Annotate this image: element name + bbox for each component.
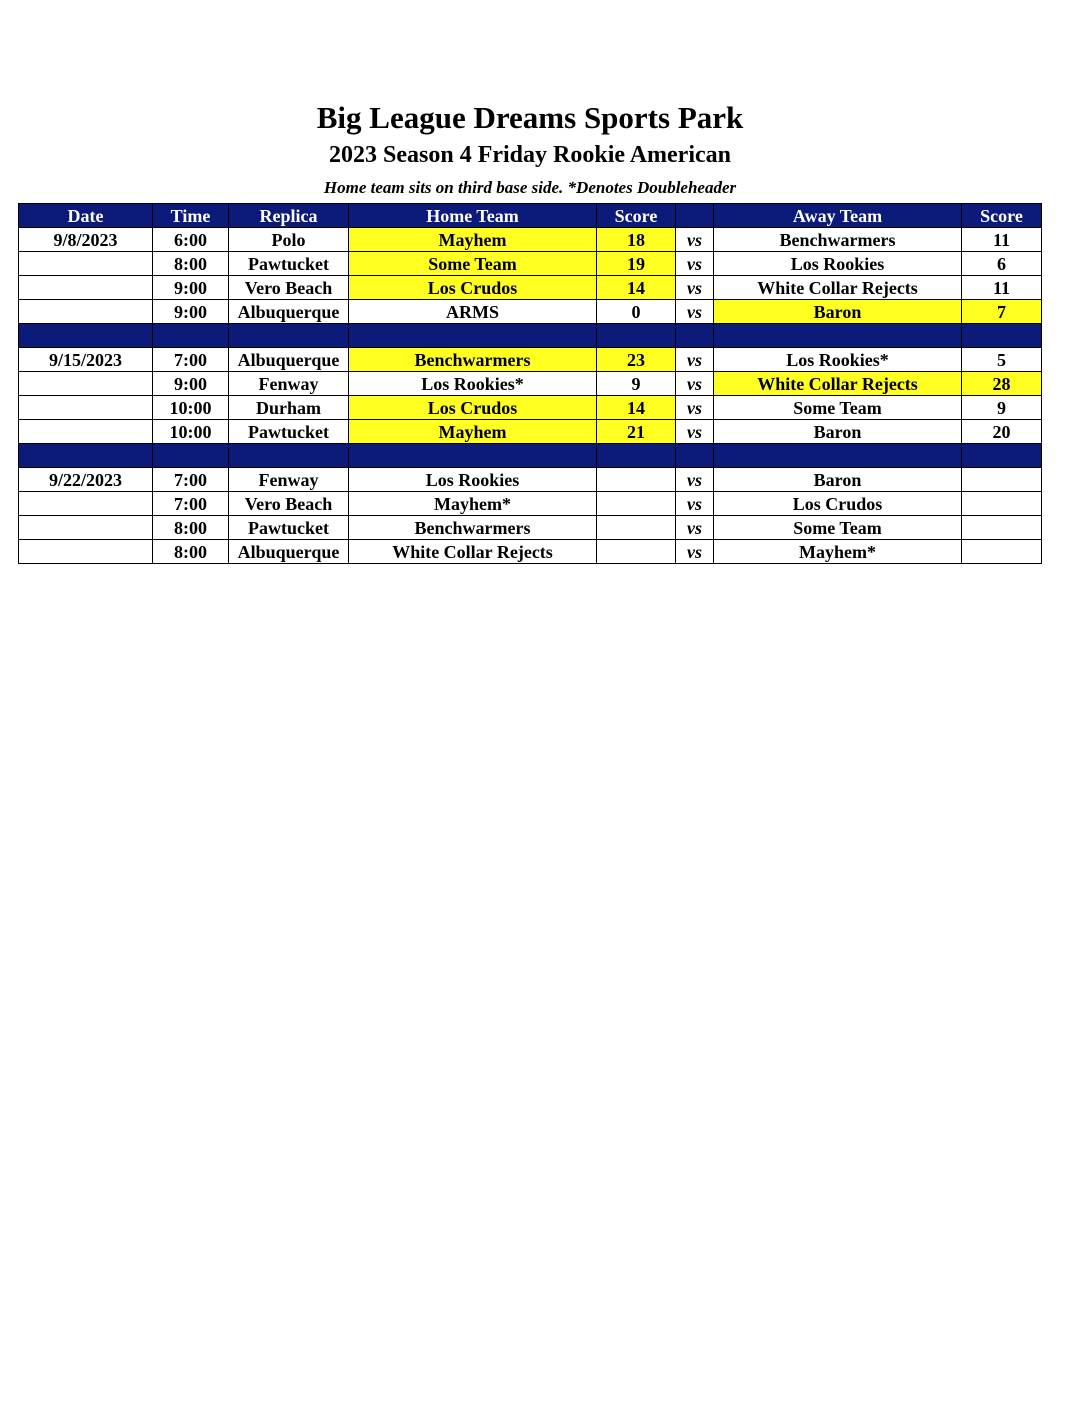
table-row [19,252,1042,276]
away-team-cell: Baron [714,300,962,324]
replica-cell: Vero Beach [229,276,349,300]
home-team-cell: Mayhem* [349,492,597,516]
home-score-cell: 19 [597,252,676,276]
vs-cell: vs [676,540,714,564]
replica-cell: Albuquerque [229,540,349,564]
vs-cell: vs [676,252,714,276]
date-cell: 9/22/2023 [19,468,153,492]
time-cell: 8:00 [153,516,229,540]
time-cell: 8:00 [153,540,229,564]
home-team-cell: Los Rookies* [349,372,597,396]
away-team-cell: White Collar Rejects [714,276,962,300]
away-team-cell: Mayhem* [714,540,962,564]
table-row [19,300,1042,324]
date-cell [19,300,153,324]
separator-cell [229,444,349,468]
away-team-cell: Benchwarmers [714,228,962,252]
home-team-cell: Some Team [349,252,597,276]
away-team-cell: Some Team [714,396,962,420]
separator-cell [962,324,1042,348]
separator-cell [19,444,153,468]
away-score-cell: 9 [962,396,1042,420]
separator-cell [229,324,349,348]
column-header-away-score: Score [962,204,1042,228]
time-cell: 7:00 [153,348,229,372]
column-header-home-score: Score [597,204,676,228]
separator-cell [676,444,714,468]
home-team-cell: ARMS [349,300,597,324]
table-row [19,540,1042,564]
replica-cell: Albuquerque [229,300,349,324]
away-score-cell [962,516,1042,540]
column-header-home-team: Home Team [349,204,597,228]
column-header-replica: Replica [229,204,349,228]
away-score-cell: 28 [962,372,1042,396]
date-cell [19,516,153,540]
table-row [19,516,1042,540]
vs-cell: vs [676,228,714,252]
home-score-cell [597,540,676,564]
time-cell: 7:00 [153,492,229,516]
table-header-row [19,204,1042,228]
home-team-cell: Los Crudos [349,276,597,300]
date-cell [19,252,153,276]
replica-cell: Polo [229,228,349,252]
home-score-cell: 23 [597,348,676,372]
replica-cell: Pawtucket [229,420,349,444]
schedule-body [19,228,1042,564]
table-row [19,396,1042,420]
home-team-cell: White Collar Rejects [349,540,597,564]
away-score-cell [962,492,1042,516]
date-cell: 9/15/2023 [19,348,153,372]
separator-cell [153,324,229,348]
column-header-time: Time [153,204,229,228]
home-team-cell: Benchwarmers [349,348,597,372]
page-subtitle: 2023 Season 4 Friday Rookie American [329,142,731,168]
home-score-cell: 21 [597,420,676,444]
vs-cell: vs [676,396,714,420]
home-team-cell: Benchwarmers [349,516,597,540]
separator-row [19,324,1042,348]
home-score-cell: 0 [597,300,676,324]
away-score-cell: 6 [962,252,1042,276]
vs-cell: vs [676,348,714,372]
table-row [19,468,1042,492]
separator-cell [597,444,676,468]
home-score-cell [597,516,676,540]
away-team-cell: Some Team [714,516,962,540]
table-row [19,492,1042,516]
separator-cell [153,444,229,468]
vs-cell: vs [676,372,714,396]
away-score-cell: 11 [962,276,1042,300]
separator-cell [19,324,153,348]
column-header-vs [676,204,714,228]
home-score-cell: 9 [597,372,676,396]
separator-cell [597,324,676,348]
time-cell: 6:00 [153,228,229,252]
away-team-cell: Baron [714,468,962,492]
date-cell [19,492,153,516]
replica-cell: Fenway [229,372,349,396]
away-team-cell: Baron [714,420,962,444]
vs-cell: vs [676,420,714,444]
separator-cell [714,444,962,468]
away-team-cell: Los Rookies* [714,348,962,372]
time-cell: 9:00 [153,372,229,396]
date-cell [19,540,153,564]
date-cell [19,276,153,300]
table-row [19,228,1042,252]
separator-cell [676,324,714,348]
home-score-cell [597,468,676,492]
away-score-cell [962,468,1042,492]
separator-cell [714,324,962,348]
time-cell: 9:00 [153,276,229,300]
replica-cell: Pawtucket [229,516,349,540]
replica-cell: Durham [229,396,349,420]
home-team-cell: Mayhem [349,420,597,444]
away-score-cell: 11 [962,228,1042,252]
separator-row [19,444,1042,468]
page-title: Big League Dreams Sports Park [316,100,744,135]
time-cell: 8:00 [153,252,229,276]
vs-cell: vs [676,276,714,300]
replica-cell: Fenway [229,468,349,492]
column-header-away-team: Away Team [714,204,962,228]
separator-cell [349,444,597,468]
home-team-cell: Los Crudos [349,396,597,420]
home-team-cell: Los Rookies [349,468,597,492]
away-score-cell: 20 [962,420,1042,444]
vs-cell: vs [676,516,714,540]
home-score-cell: 18 [597,228,676,252]
away-team-cell: Los Rookies [714,252,962,276]
schedule-table [18,203,1042,564]
date-cell [19,420,153,444]
home-team-cell: Mayhem [349,228,597,252]
table-row [19,276,1042,300]
home-score-cell: 14 [597,396,676,420]
replica-cell: Pawtucket [229,252,349,276]
schedule-note: Home team sits on third base side. *Denotes Doubleheader [323,178,737,197]
away-team-cell: Los Crudos [714,492,962,516]
table-row [19,420,1042,444]
replica-cell: Vero Beach [229,492,349,516]
separator-cell [962,444,1042,468]
time-cell: 7:00 [153,468,229,492]
table-row [19,348,1042,372]
away-score-cell: 7 [962,300,1042,324]
vs-cell: vs [676,300,714,324]
home-score-cell: 14 [597,276,676,300]
away-score-cell: 5 [962,348,1042,372]
vs-cell: vs [676,492,714,516]
time-cell: 10:00 [153,420,229,444]
time-cell: 9:00 [153,300,229,324]
table-row [19,372,1042,396]
date-cell: 9/8/2023 [19,228,153,252]
date-cell [19,396,153,420]
column-header-date: Date [19,204,153,228]
time-cell: 10:00 [153,396,229,420]
away-score-cell [962,540,1042,564]
away-team-cell: White Collar Rejects [714,372,962,396]
replica-cell: Albuquerque [229,348,349,372]
vs-cell: vs [676,468,714,492]
separator-cell [349,324,597,348]
date-cell [19,372,153,396]
home-score-cell [597,492,676,516]
